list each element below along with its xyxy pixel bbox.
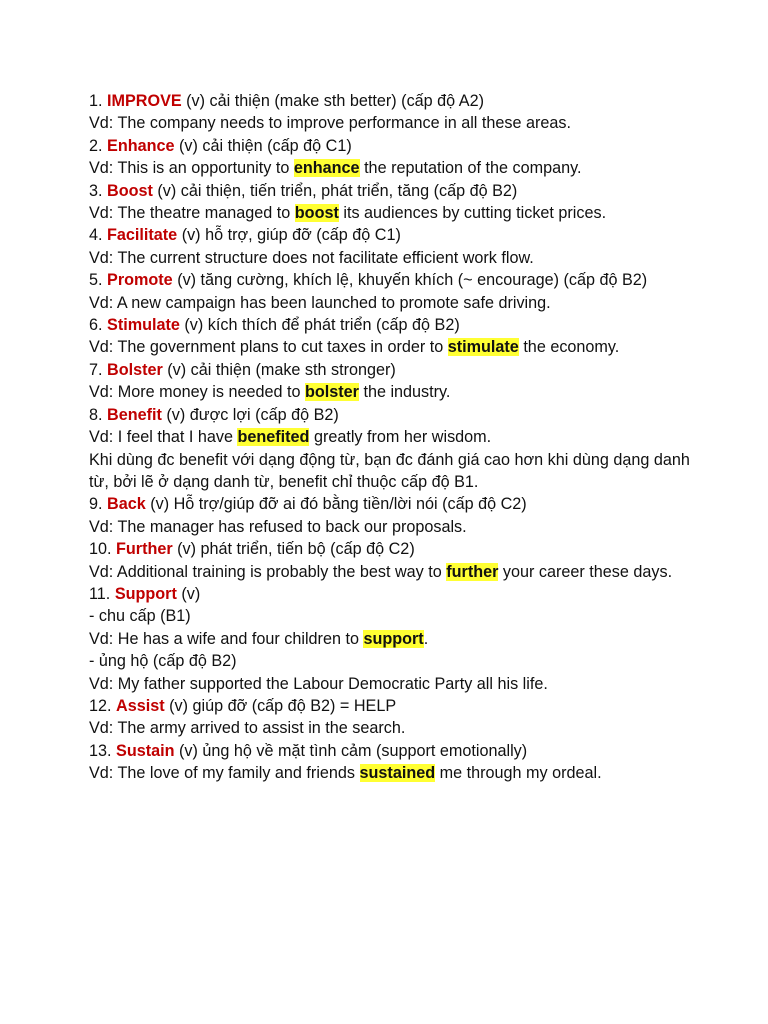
entry-definition: (v) cải thiện, tiến triển, phát triển, tăng (cấp độ B2)	[157, 181, 518, 200]
entry-keyword: Stimulate	[107, 316, 180, 335]
entry-5-example	[89, 292, 698, 314]
entry-keyword: Support	[114, 584, 177, 603]
entry-4-example	[89, 247, 698, 269]
sense-text: - ủng hộ (cấp độ B2)	[89, 652, 237, 671]
entry-keyword: IMPROVE	[107, 92, 182, 110]
note-text: Khi dùng đc benefit với dạng động từ, bạn đc đánh giá cao hơn khi dùng dạng danh từ, bởi lẽ ở dạng danh từ, benefit chỉ thuộc cấp độ B1.	[89, 450, 690, 491]
example-text: Vd: He has a wife and four children to	[89, 629, 359, 648]
entry-5-heading	[89, 269, 698, 291]
entry-6-heading	[89, 314, 698, 336]
entry-keyword: Back	[107, 495, 146, 514]
entry-definition: (v) được lợi (cấp độ B2)	[166, 405, 339, 424]
entry-6-example	[89, 336, 698, 358]
entry-11-sense-2	[89, 650, 698, 672]
entry-keyword: Assist	[116, 696, 165, 715]
entry-3-heading	[89, 180, 698, 202]
entry-keyword: Facilitate	[107, 226, 178, 245]
highlighted-word: benefited	[237, 428, 310, 447]
example-text: the economy.	[523, 338, 620, 357]
entry-8-heading	[89, 404, 698, 426]
entry-definition: (v) Hỗ trợ/giúp đỡ ai đó bằng tiền/lời nói (cấp độ C2)	[150, 495, 527, 514]
highlighted-word: boost	[294, 204, 339, 223]
entry-definition: (v)	[181, 584, 201, 603]
highlighted-word: further	[446, 562, 499, 581]
highlighted-word: sustained	[359, 764, 436, 783]
entry-11-example-1	[89, 628, 698, 650]
entry-number: 7.	[89, 360, 103, 379]
entry-1-heading	[89, 90, 698, 112]
entry-definition: (v) cải thiện (make sth stronger)	[167, 360, 396, 379]
entry-keyword: Boost	[107, 181, 153, 200]
entry-number: 3.	[89, 181, 103, 200]
entry-11-example-2	[89, 673, 698, 695]
entry-9-example	[89, 516, 698, 538]
example-text: Vd: A new campaign has been launched to promote safe driving.	[89, 293, 551, 312]
highlighted-word: enhance	[293, 159, 360, 178]
entry-10-example	[89, 561, 698, 583]
entry-definition: (v) phát triển, tiến bộ (cấp độ C2)	[177, 540, 415, 559]
entry-7-example	[89, 381, 698, 403]
entry-2-example	[89, 157, 698, 179]
example-text: the reputation of the company.	[364, 159, 582, 178]
entry-definition: (v) ủng hộ về mặt tình cảm (support emotionally)	[178, 741, 528, 760]
entry-12-example	[89, 717, 698, 739]
example-text: Vd: The love of my family and friends	[89, 764, 356, 783]
example-text: Vd: I feel that I have	[89, 428, 233, 447]
example-text: the industry.	[363, 383, 451, 402]
entry-13-example	[89, 762, 698, 784]
benefit-usage-note	[89, 449, 698, 494]
entry-number: 11.	[89, 584, 111, 603]
entry-keyword: Bolster	[107, 360, 163, 379]
entry-8-example	[89, 426, 698, 448]
example-text: Vd: This is an opportunity to	[89, 159, 290, 178]
example-text: Vd: The current structure does not facilitate efficient work flow.	[89, 248, 534, 267]
entry-definition: (v) cải thiện (cấp độ C1)	[179, 136, 352, 155]
example-text: Vd: The manager has refused to back our proposals.	[89, 517, 467, 536]
entry-number: 10.	[89, 540, 112, 559]
highlighted-word: support	[363, 629, 424, 648]
entry-2-heading	[89, 135, 698, 157]
entry-number: 8.	[89, 405, 103, 424]
entry-13-heading	[89, 740, 698, 762]
entry-number: 4.	[89, 226, 103, 245]
entry-number: 9.	[89, 495, 103, 514]
example-text: greatly from her wisdom.	[313, 428, 492, 447]
entry-number: 2.	[89, 136, 103, 155]
example-text: Vd: The government plans to cut taxes in order to	[89, 338, 444, 357]
entry-definition: (v) tăng cường, khích lệ, khuyến khích (~ encourage) (cấp độ B2)	[177, 271, 648, 290]
entry-definition: (v) hỗ trợ, giúp đỡ (cấp độ C1)	[181, 226, 401, 245]
entry-11-heading	[89, 583, 698, 605]
highlighted-word: stimulate	[447, 338, 519, 357]
entry-1-example	[89, 112, 698, 134]
entry-7-heading	[89, 359, 698, 381]
example-text: Vd: The army arrived to assist in the search.	[89, 719, 406, 738]
example-text: its audiences by cutting ticket prices.	[343, 204, 607, 223]
entry-4-heading	[89, 224, 698, 246]
entry-keyword: Benefit	[107, 405, 162, 424]
example-text: me through my ordeal.	[439, 764, 602, 783]
entry-keyword: Promote	[107, 271, 173, 290]
example-text: Vd: The theatre managed to	[89, 204, 291, 223]
entry-keyword: Further	[116, 540, 173, 559]
entry-9-heading	[89, 493, 698, 515]
entry-keyword: Sustain	[116, 741, 175, 760]
example-text: your career these days.	[502, 562, 673, 581]
entry-definition: (v) giúp đỡ (cấp độ B2) = HELP	[169, 696, 397, 715]
entry-3-example	[89, 202, 698, 224]
highlighted-word: bolster	[304, 383, 359, 402]
entry-12-heading	[89, 695, 698, 717]
entry-definition: (v) kích thích để phát triển (cấp độ B2)	[184, 316, 460, 335]
example-text: Vd: My father supported the Labour Democratic Party all his life.	[89, 674, 548, 693]
example-text: Vd: More money is needed to	[89, 383, 301, 402]
entry-number: 1.	[89, 92, 103, 110]
entry-keyword: Enhance	[107, 136, 175, 155]
entry-number: 5.	[89, 271, 103, 290]
example-text: Vd: The company needs to improve performance in all these areas.	[89, 114, 571, 133]
entry-number: 6.	[89, 316, 103, 335]
entry-number: 13.	[89, 741, 112, 760]
entry-definition: (v) cải thiện (make sth better) (cấp độ A2)	[186, 92, 484, 110]
sense-text: - chu cấp (B1)	[89, 607, 191, 626]
entry-number: 12.	[89, 696, 112, 715]
entry-10-heading	[89, 538, 698, 560]
entry-11-sense-1	[89, 605, 698, 627]
example-text: .	[423, 629, 429, 648]
example-text: Vd: Additional training is probably the best way to	[89, 562, 442, 581]
